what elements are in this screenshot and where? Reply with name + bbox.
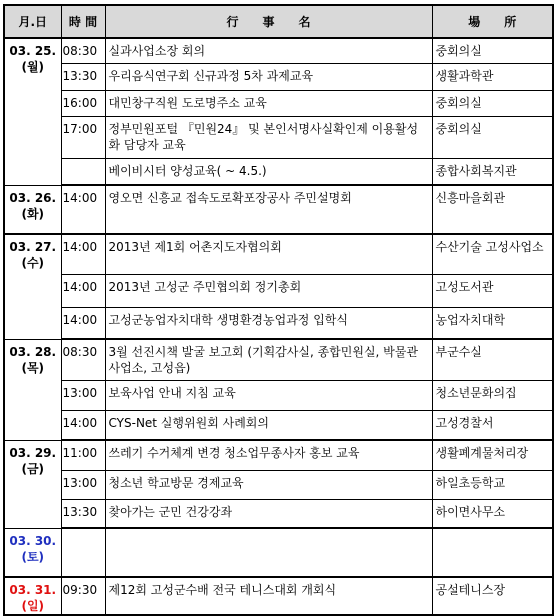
- event-title: 2013년 고성군 주민협의회 정기총회: [105, 275, 432, 308]
- table-row: [4, 185, 553, 234]
- table-row: [4, 91, 553, 117]
- event-title: 실과사업소장 회의: [105, 38, 432, 64]
- header-place: 場 所: [432, 5, 553, 38]
- event-title: 3월 선진시책 발굴 보고회 (기획감사실, 종합민원실, 박물관사업소, 고성읍): [105, 339, 432, 381]
- event-place: 종합사회복지관: [432, 159, 553, 186]
- table-row: [4, 440, 553, 471]
- event-time: 13:30: [61, 500, 105, 529]
- event-time: 14:00: [61, 275, 105, 308]
- day-date: 03. 29.: [9, 445, 57, 460]
- event-title: 찾아가는 군민 건강강좌: [105, 500, 432, 529]
- day-date: 03. 28.: [9, 344, 57, 359]
- day-date: 03. 27.: [9, 240, 57, 254]
- day-date: 03. 25.: [9, 44, 57, 58]
- day-weekday: (수): [21, 256, 45, 270]
- event-place: 고성경찰서: [432, 411, 553, 441]
- schedule-document: [3, 4, 552, 616]
- schedule-table: [3, 4, 554, 616]
- table-row: [4, 471, 553, 500]
- day-weekday: (금): [21, 461, 45, 476]
- event-place: 중회의실: [432, 117, 553, 159]
- day-date: 03. 26.: [9, 190, 57, 205]
- day-date-cell: [4, 440, 61, 528]
- day-weekday: (화): [21, 206, 45, 221]
- day-date-cell: [4, 339, 61, 440]
- event-place: 하이면사무소: [432, 500, 553, 529]
- event-title: 청소년 학교방문 경제교육: [105, 471, 432, 500]
- event-title: 대민창구직원 도로명주소 교육: [105, 91, 432, 117]
- event-time: 14:00: [61, 185, 105, 234]
- day-date-cell: [4, 38, 61, 185]
- event-title: 고성군농업자치대학 생명환경농업과정 입학식: [105, 308, 432, 340]
- event-title: 베이비시터 양성교육( ~ 4.5.): [105, 159, 432, 186]
- event-place: 청소년문화의집: [432, 381, 553, 411]
- event-title: 2013년 제1회 어촌지도자협의회: [105, 234, 432, 275]
- event-title: [105, 528, 432, 577]
- table-row: [4, 64, 553, 91]
- table-row: [4, 308, 553, 340]
- schedule-body: [4, 38, 553, 615]
- table-row: [4, 577, 553, 615]
- event-title: 보육사업 안내 지침 교육: [105, 381, 432, 411]
- table-row: [4, 159, 553, 186]
- day-weekday: (일): [21, 599, 45, 613]
- event-title: 쓰레기 수거체계 변경 청소업무종사자 홍보 교육: [105, 440, 432, 471]
- event-time: 11:00: [61, 440, 105, 471]
- day-date: 03. 30.: [9, 533, 57, 548]
- event-place: 생활과학관: [432, 64, 553, 91]
- day-date-cell: [4, 577, 61, 615]
- table-row: [4, 381, 553, 411]
- table-row: [4, 275, 553, 308]
- event-time: 13:00: [61, 381, 105, 411]
- header-row: [4, 5, 553, 38]
- event-time: 14:00: [61, 308, 105, 340]
- table-row: [4, 339, 553, 381]
- event-time: 08:30: [61, 38, 105, 64]
- event-time: 09:30: [61, 577, 105, 615]
- event-place: 농업자치대학: [432, 308, 553, 340]
- event-place: 고성도서관: [432, 275, 553, 308]
- table-row: [4, 528, 553, 577]
- event-time: 17:00: [61, 117, 105, 159]
- event-time: 13:00: [61, 471, 105, 500]
- table-row: [4, 500, 553, 529]
- event-place: 수산기술 고성사업소: [432, 234, 553, 275]
- day-date: 03. 31.: [9, 583, 57, 597]
- table-row: [4, 38, 553, 64]
- event-place: 중회의실: [432, 91, 553, 117]
- header-date: 月.日: [4, 5, 61, 38]
- table-row: [4, 117, 553, 159]
- event-place: 생활폐계물처리장: [432, 440, 553, 471]
- event-time: 08:30: [61, 339, 105, 381]
- event-time: 14:00: [61, 411, 105, 441]
- event-place: 부군수실: [432, 339, 553, 381]
- table-row: [4, 411, 553, 441]
- event-title: 우리음식연구회 신규과정 5차 과제교육: [105, 64, 432, 91]
- header-event: 行 事 名: [105, 5, 432, 38]
- event-place: 중회의실: [432, 38, 553, 64]
- event-time: 13:30: [61, 64, 105, 91]
- event-title: 제12회 고성군수배 전국 테니스대회 개회식: [105, 577, 432, 615]
- day-date-cell: [4, 528, 61, 577]
- event-place: 공설테니스장: [432, 577, 553, 615]
- event-title: CYS-Net 실행위원회 사례회의: [105, 411, 432, 441]
- event-title: 영오면 신흥교 접속도로확포장공사 주민설명회: [105, 185, 432, 234]
- day-weekday: (토): [21, 549, 45, 564]
- day-weekday: (월): [21, 60, 45, 74]
- day-weekday: (목): [21, 360, 45, 375]
- header-time: 時 間: [61, 5, 105, 38]
- event-place: [432, 528, 553, 577]
- day-date-cell: [4, 185, 61, 234]
- event-place: 신흥마을회관: [432, 185, 553, 234]
- event-title: 정부민원포털 『민원24』 및 본인서명사실확인제 이용활성화 담당자 교육: [105, 117, 432, 159]
- event-time: [61, 159, 105, 186]
- event-place: 하일초등학교: [432, 471, 553, 500]
- event-time: [61, 528, 105, 577]
- table-row: [4, 234, 553, 275]
- event-time: 14:00: [61, 234, 105, 275]
- event-time: 16:00: [61, 91, 105, 117]
- day-date-cell: [4, 234, 61, 339]
